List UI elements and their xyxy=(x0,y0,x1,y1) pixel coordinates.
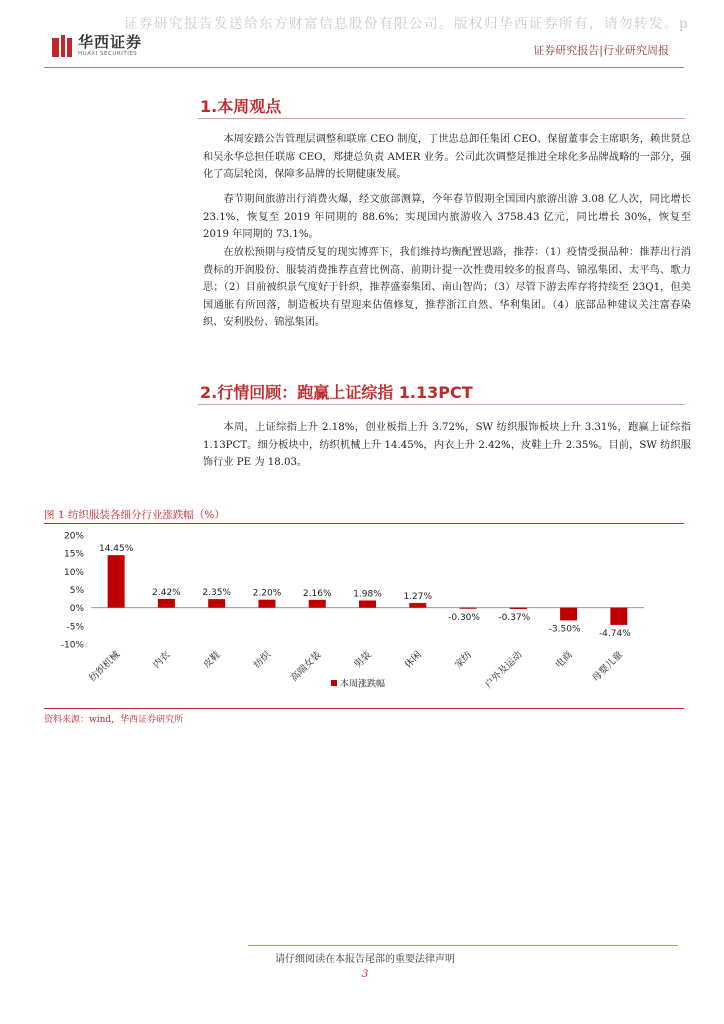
paragraph: 本周安踏公告管理层调整和联席 CEO 制度，丁世忠总卸任集团 CEO、保留董事会主席职务，赖世贤总和吴永华总担任联席 CEO，郑捷总负责 AMER 业务。公司此次调整是推进全球化多品牌战略的一部分，强化了高层轮岗，保障多品牌的长期健康发展。 xyxy=(203,134,691,181)
section-heading-underline xyxy=(198,404,685,405)
logo-mark-icon xyxy=(52,35,72,57)
bar-value-label: -3.50% xyxy=(548,624,581,635)
x-category-label: 纺织机械 xyxy=(87,649,123,685)
bar-chart xyxy=(44,525,684,707)
y-tick-label: 0% xyxy=(69,604,84,615)
section-heading-underline xyxy=(198,118,685,119)
y-tick-label: 15% xyxy=(63,549,84,560)
paragraph: 本周，上证综指上升 2.18%，创业板指上升 3.72%，SW 纺织服饰板块上升 3.31%，跑赢上证综指 1.13PCT。细分板块中，纺织机械上升 14.45%，内衣上升 2.42%，皮鞋上升 2.35%。目前，SW 纺织服饰行业 PE 为 18.03。 xyxy=(203,422,691,469)
bar-value-label: -0.30% xyxy=(448,612,480,623)
y-tick-label: 10% xyxy=(63,567,84,578)
bar xyxy=(158,599,175,608)
bar-value-label: 2.16% xyxy=(302,588,332,599)
x-category-label: 户外及运动 xyxy=(483,649,525,691)
y-tick-label: 20% xyxy=(63,531,84,542)
logo-name-cn: 华西证券 xyxy=(78,33,143,51)
bar-value-label: 1.27% xyxy=(403,592,433,603)
bar-value-label: -0.37% xyxy=(498,613,531,624)
section-heading-market-review: 2.行情回顾：跑赢上证综指 1.13PCT xyxy=(200,383,473,402)
footer-divider xyxy=(248,945,678,946)
bar xyxy=(610,608,627,625)
section-heading-weekly-view: 1.本周观点 xyxy=(200,97,282,116)
x-category-label: 母婴儿童 xyxy=(590,649,625,685)
figure-top-rule xyxy=(44,523,684,524)
y-tick-label: -5% xyxy=(66,622,84,633)
legend-swatch xyxy=(331,680,337,686)
bar xyxy=(560,608,577,621)
figure-title: 图 1 纺织服装各细分行业涨跌幅（%） xyxy=(44,509,225,521)
legend-label: 本周涨跌幅 xyxy=(340,679,386,690)
x-category-label: 家纺 xyxy=(452,649,475,671)
x-category-label: 男装 xyxy=(352,649,374,671)
figure-source: 资料来源：wind，华西证券研究所 xyxy=(44,715,184,725)
x-category-label: 电商 xyxy=(553,649,575,671)
bar xyxy=(309,600,326,608)
x-category-label: 内衣 xyxy=(151,649,173,671)
x-category-label: 高端女装 xyxy=(288,649,324,685)
bar-value-label: 14.45% xyxy=(98,544,134,555)
y-tick-label: 5% xyxy=(69,586,84,596)
bar-value-label: -4.74% xyxy=(598,628,631,639)
x-category-label: 纺织 xyxy=(251,649,274,671)
bar-value-label: 2.35% xyxy=(202,588,231,599)
legal-notice: 请仔细阅读在本报告尾部的重要法律声明 xyxy=(275,954,455,965)
report-type-label: 证券研究报告|行业研究周报 xyxy=(533,44,669,57)
bar xyxy=(510,608,527,609)
bar xyxy=(409,603,426,608)
figure-bottom-rule xyxy=(44,708,684,709)
page-number: 3 xyxy=(361,969,369,980)
x-category-label: 皮鞋 xyxy=(201,649,223,671)
bar xyxy=(108,555,125,608)
company-logo xyxy=(52,34,142,58)
paragraph: 在放松预期与疫情反复的现实博弈下，我们维持均衡配置思路，推荐：（1）疫情受损品种：推荐出行消费标的开润股份、服装消费推荐直营比例高、前期计提一次性费用较多的报喜鸟、锦泓集团、太平鸟、歌力思；（2）目前被织景气度好于针织，推荐盛泰集团、南山智尚；（3）尽管下游去库存将持续至 23Q1，但美国通胀有所回落，制造板块有望迎来估值修复，推荐浙江自然、华利集团。（4）底部品种建议关注富春染织、安利股份、锦泓集团。 xyxy=(203,247,691,329)
bar xyxy=(359,600,376,607)
bar-value-label: 1.98% xyxy=(353,589,382,600)
watermark-text: 证券研究报告发送给东方财富信息股份有限公司。版权归华西证券所有，请勿转发。p xyxy=(124,16,690,32)
bar-value-label: 2.20% xyxy=(252,588,282,599)
bar xyxy=(208,599,225,608)
bar xyxy=(258,600,275,608)
y-tick-label: -10% xyxy=(60,640,84,651)
header-divider xyxy=(44,67,684,68)
bar-value-label: 2.42% xyxy=(152,587,181,598)
paragraph: 春节期间旅游出行消费火爆，经文旅部测算，今年春节假期全国国内旅游出游 3.08 亿人次，同比增长 23.1%，恢复至 2019 年同期的 88.6%；实现国内旅游收入 3758.43 亿元，同比增长 30%，恢复至 2019 年同期的 73.1%。 xyxy=(203,194,691,241)
logo-name-en: HUAXI SECURITIES xyxy=(78,51,138,57)
x-category-label: 休闲 xyxy=(402,649,424,671)
bar xyxy=(460,608,477,609)
